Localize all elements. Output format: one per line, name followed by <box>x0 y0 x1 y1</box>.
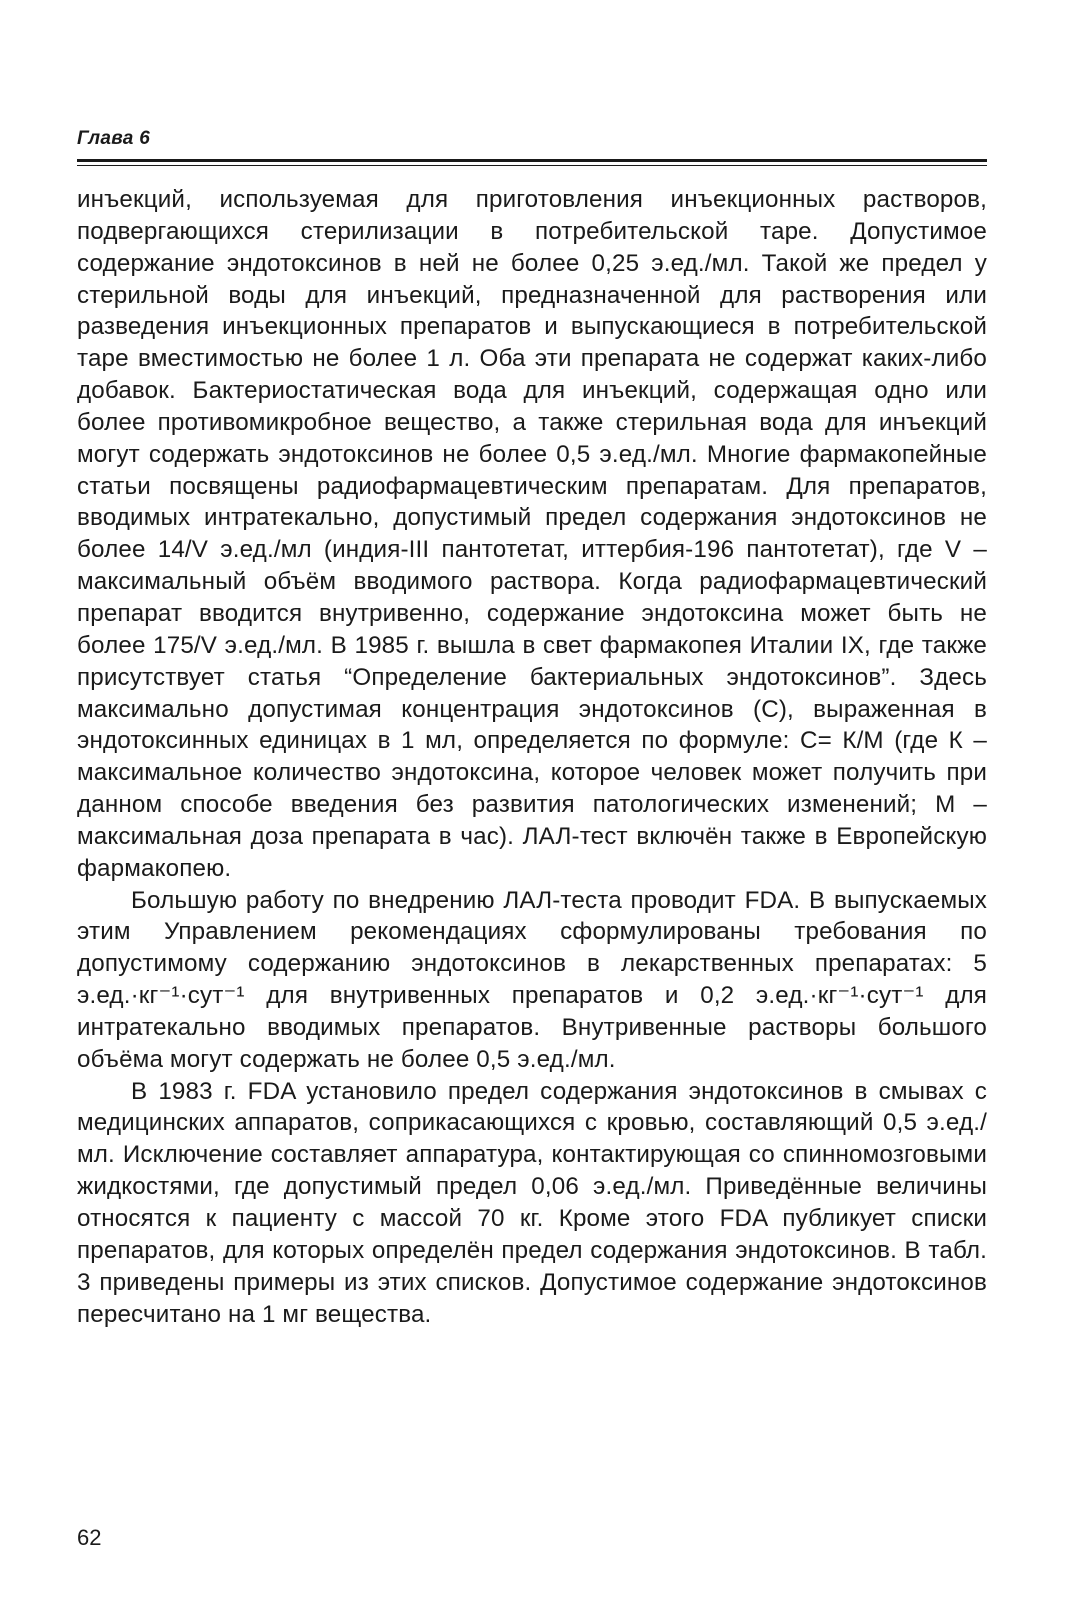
paragraph: В 1983 г. FDA установило предел содержания эндотоксинов в смывах с медицинских аппаратов, соприкасающихся с кровью, составляющий 0,5 э.ед./мл. Исключение составляет аппаратура, контактирующая со спинномозговыми жидкостями, где допустимый предел 0,06 э.ед./мл. Приведённые величины относятся к пациенту с массой 70 кг. Кроме этого FDA публикует списки препаратов, для которых определён предел содержания эндотоксинов. В табл. 3 приведены примеры из этих списков. Допустимое содержание эндотоксинов пересчитано на 1 мг вещества. <box>77 1077 987 1328</box>
page-number: 62 <box>77 1525 102 1550</box>
header-rule-thin <box>77 165 987 166</box>
paragraph-continued: инъекций, используемая для приготовления инъекционных растворов, подвергающихся стерилизации в потребительской таре. Допустимое содержание эндотоксинов в ней не более 0,25 э.ед./мл. Такой же предел у стерильной воды для инъекций, предназначенной для растворения или разведения инъекционных препаратов и выпускающиеся в потребительской таре вместимостью не более 1 л. Оба эти препарата не содержат каких-либо добавок. Бактериостатическая вода для инъекций, содержащая одно или более противомикробное вещество, а также стерильная вода для инъекций могут содержать эндотоксинов не более 0,5 э.ед./мл. Многие фармакопейные статьи посвящены радиофармацевтическим препаратам. Для препаратов, вводимых интратекально, допустимый предел содержания эндотоксинов не более 14/V э.ед./мл (индия-III пантотетат, иттербия-196 пантотетат), где V – максимальный объём вводимого раствора. Когда радиофармацевтический препарат вводится внутривенно, содержание эндотоксина может быть не более 175/V э.ед./мл. В 1985 г. вышла в свет фармакопея Италии IX, где также присутствует статья “Определение бактериальных эндотоксинов”. Здесь максимально допустимая концентрация эндотоксинов (С), выраженная в эндотоксинных единицах в 1 мл, определяется по формуле: С= К/М (где К – максимальное количество эндотоксина, которое человек может получить при данном способе введения без развития патологических изменений; М – максимальная доза препарата в час). ЛАЛ-тест включён также в Европейскую фармакопею. <box>77 186 987 882</box>
paragraph: Большую работу по внедрению ЛАЛ-теста проводит FDA. В выпускаемых этим Управлением рекомендациях сформулированы требования по допустимому содержанию эндотоксинов в лекарственных препаратах: 5 э.ед.·кг⁻¹·сут⁻¹ для внутривенных препаратов и 0,2 э.ед.·кг⁻¹·сут⁻¹ для интратекально вводимых препаратов. Внутривенные растворы большого объёма могут содержать не более 0,5 э.ед./мл. <box>77 886 987 1073</box>
header-rule-thick <box>77 159 987 162</box>
running-head: Глава 6 <box>77 128 151 149</box>
body-text <box>77 184 987 1330</box>
